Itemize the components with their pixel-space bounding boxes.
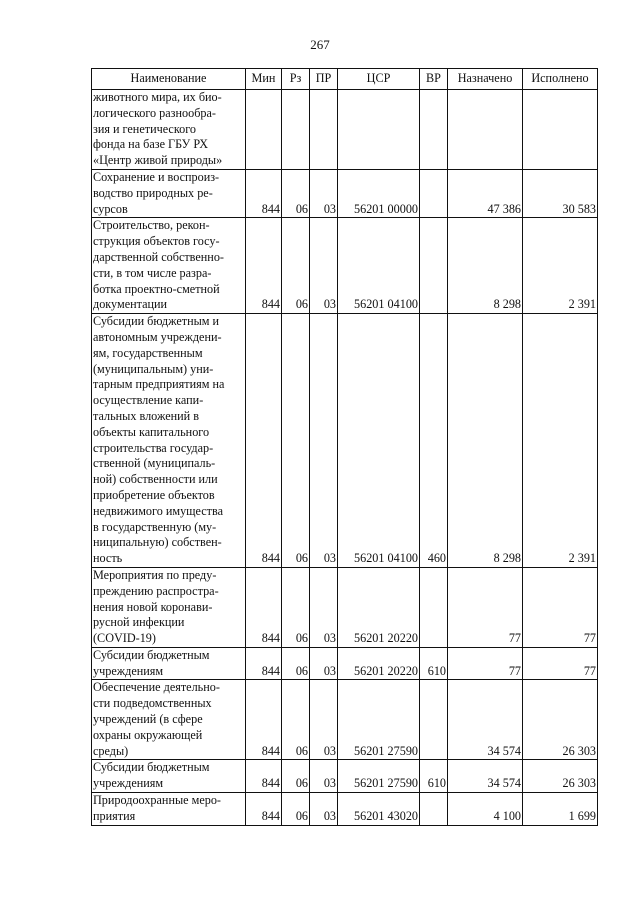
header-name: Наименование [92,69,246,90]
page-number: 267 [310,37,330,52]
row-csr-cell: 56201 43020 [338,793,420,826]
row-vr-cell [420,567,448,647]
row-name-cell: Субсидии бюджетным учреждениям [92,647,246,680]
table-row [92,760,598,793]
row-csr-cell [338,90,420,170]
row-vr-cell [420,680,448,760]
row-name-cell: Природоохранные меро- приятия [92,793,246,826]
row-assigned-cell: 8 298 [448,314,523,568]
table-row [92,793,598,826]
row-min-cell: 844 [246,567,282,647]
row-assigned-cell: 34 574 [448,760,523,793]
row-pr-cell: 03 [310,647,338,680]
row-name-cell: Сохранение и воспроиз- водство природных ре- сурсов [92,169,246,217]
row-csr-cell: 56201 04100 [338,314,420,568]
row-assigned-cell: 4 100 [448,793,523,826]
row-rz-cell: 06 [282,314,310,568]
row-executed-cell: 77 [523,567,598,647]
header-rz: Рз [282,69,310,90]
row-csr-cell: 56201 00000 [338,169,420,217]
row-min-cell: 844 [246,647,282,680]
table-row [92,218,598,314]
header-min: Мин [246,69,282,90]
row-pr-cell: 03 [310,218,338,314]
row-pr-cell: 03 [310,793,338,826]
table-header-row [92,69,598,90]
row-csr-cell: 56201 27590 [338,760,420,793]
row-vr-cell: 460 [420,314,448,568]
row-vr-cell [420,90,448,170]
row-pr-cell: 03 [310,567,338,647]
row-executed-cell: 26 303 [523,680,598,760]
row-min-cell: 844 [246,760,282,793]
row-vr-cell [420,218,448,314]
row-assigned-cell: 77 [448,647,523,680]
table-row [92,90,598,170]
row-name-cell: животного мира, их био- логического разнообра- зия и генетического фонда на базе ГБУ РХ «Центр живой природы» [92,90,246,170]
row-rz-cell: 06 [282,567,310,647]
row-name-cell: Субсидии бюджетным и автономным учреждени- ям, государственным (муниципальным) уни- тарным предприятиям на осуществление капи- тальных вложений в объекты капитального строительства государ- ственной (муниципаль- ной) собственности или приобретение объектов недвижимого имущества в государственную (му- ниципальную) собствен- ность [92,314,246,568]
row-min-cell: 844 [246,169,282,217]
row-csr-cell: 56201 20220 [338,647,420,680]
row-vr-cell [420,793,448,826]
row-name-cell: Строительство, рекон- струкция объектов госу- дарственной собственно- сти, в том числе разра- ботка проектно-сметной документации [92,218,246,314]
row-rz-cell: 06 [282,680,310,760]
row-rz-cell [282,90,310,170]
header-assigned: Назначено [448,69,523,90]
header-pr: ПР [310,69,338,90]
row-assigned-cell: 8 298 [448,218,523,314]
table-row [92,567,598,647]
row-rz-cell: 06 [282,647,310,680]
row-vr-cell: 610 [420,647,448,680]
row-min-cell [246,90,282,170]
table-row [92,680,598,760]
header-executed: Исполнено [523,69,598,90]
row-executed-cell: 77 [523,647,598,680]
row-min-cell: 844 [246,680,282,760]
row-min-cell: 844 [246,218,282,314]
row-pr-cell: 03 [310,169,338,217]
budget-table [91,68,598,826]
row-assigned-cell: 47 386 [448,169,523,217]
row-pr-cell: 03 [310,680,338,760]
header-csr: ЦСР [338,69,420,90]
row-name-cell: Субсидии бюджетным учреждениям [92,760,246,793]
row-csr-cell: 56201 20220 [338,567,420,647]
row-executed-cell: 2 391 [523,218,598,314]
row-assigned-cell: 34 574 [448,680,523,760]
row-assigned-cell [448,90,523,170]
row-executed-cell: 30 583 [523,169,598,217]
row-pr-cell: 03 [310,314,338,568]
row-executed-cell: 26 303 [523,760,598,793]
row-executed-cell: 2 391 [523,314,598,568]
row-rz-cell: 06 [282,169,310,217]
row-name-cell: Мероприятия по преду- преждению распростра- нения новой коронави- русной инфекции (COVID-19) [92,567,246,647]
row-executed-cell: 1 699 [523,793,598,826]
row-rz-cell: 06 [282,218,310,314]
row-assigned-cell: 77 [448,567,523,647]
header-vr: ВР [420,69,448,90]
row-name-cell: Обеспечение деятельно- сти подведомственных учреждений (в сфере охраны окружающей среды) [92,680,246,760]
row-vr-cell [420,169,448,217]
row-pr-cell: 03 [310,760,338,793]
row-csr-cell: 56201 27590 [338,680,420,760]
row-pr-cell [310,90,338,170]
table-row [92,169,598,217]
table-row [92,314,598,568]
table-row [92,647,598,680]
row-rz-cell: 06 [282,793,310,826]
row-executed-cell [523,90,598,170]
row-vr-cell: 610 [420,760,448,793]
row-min-cell: 844 [246,314,282,568]
row-rz-cell: 06 [282,760,310,793]
row-csr-cell: 56201 04100 [338,218,420,314]
row-min-cell: 844 [246,793,282,826]
